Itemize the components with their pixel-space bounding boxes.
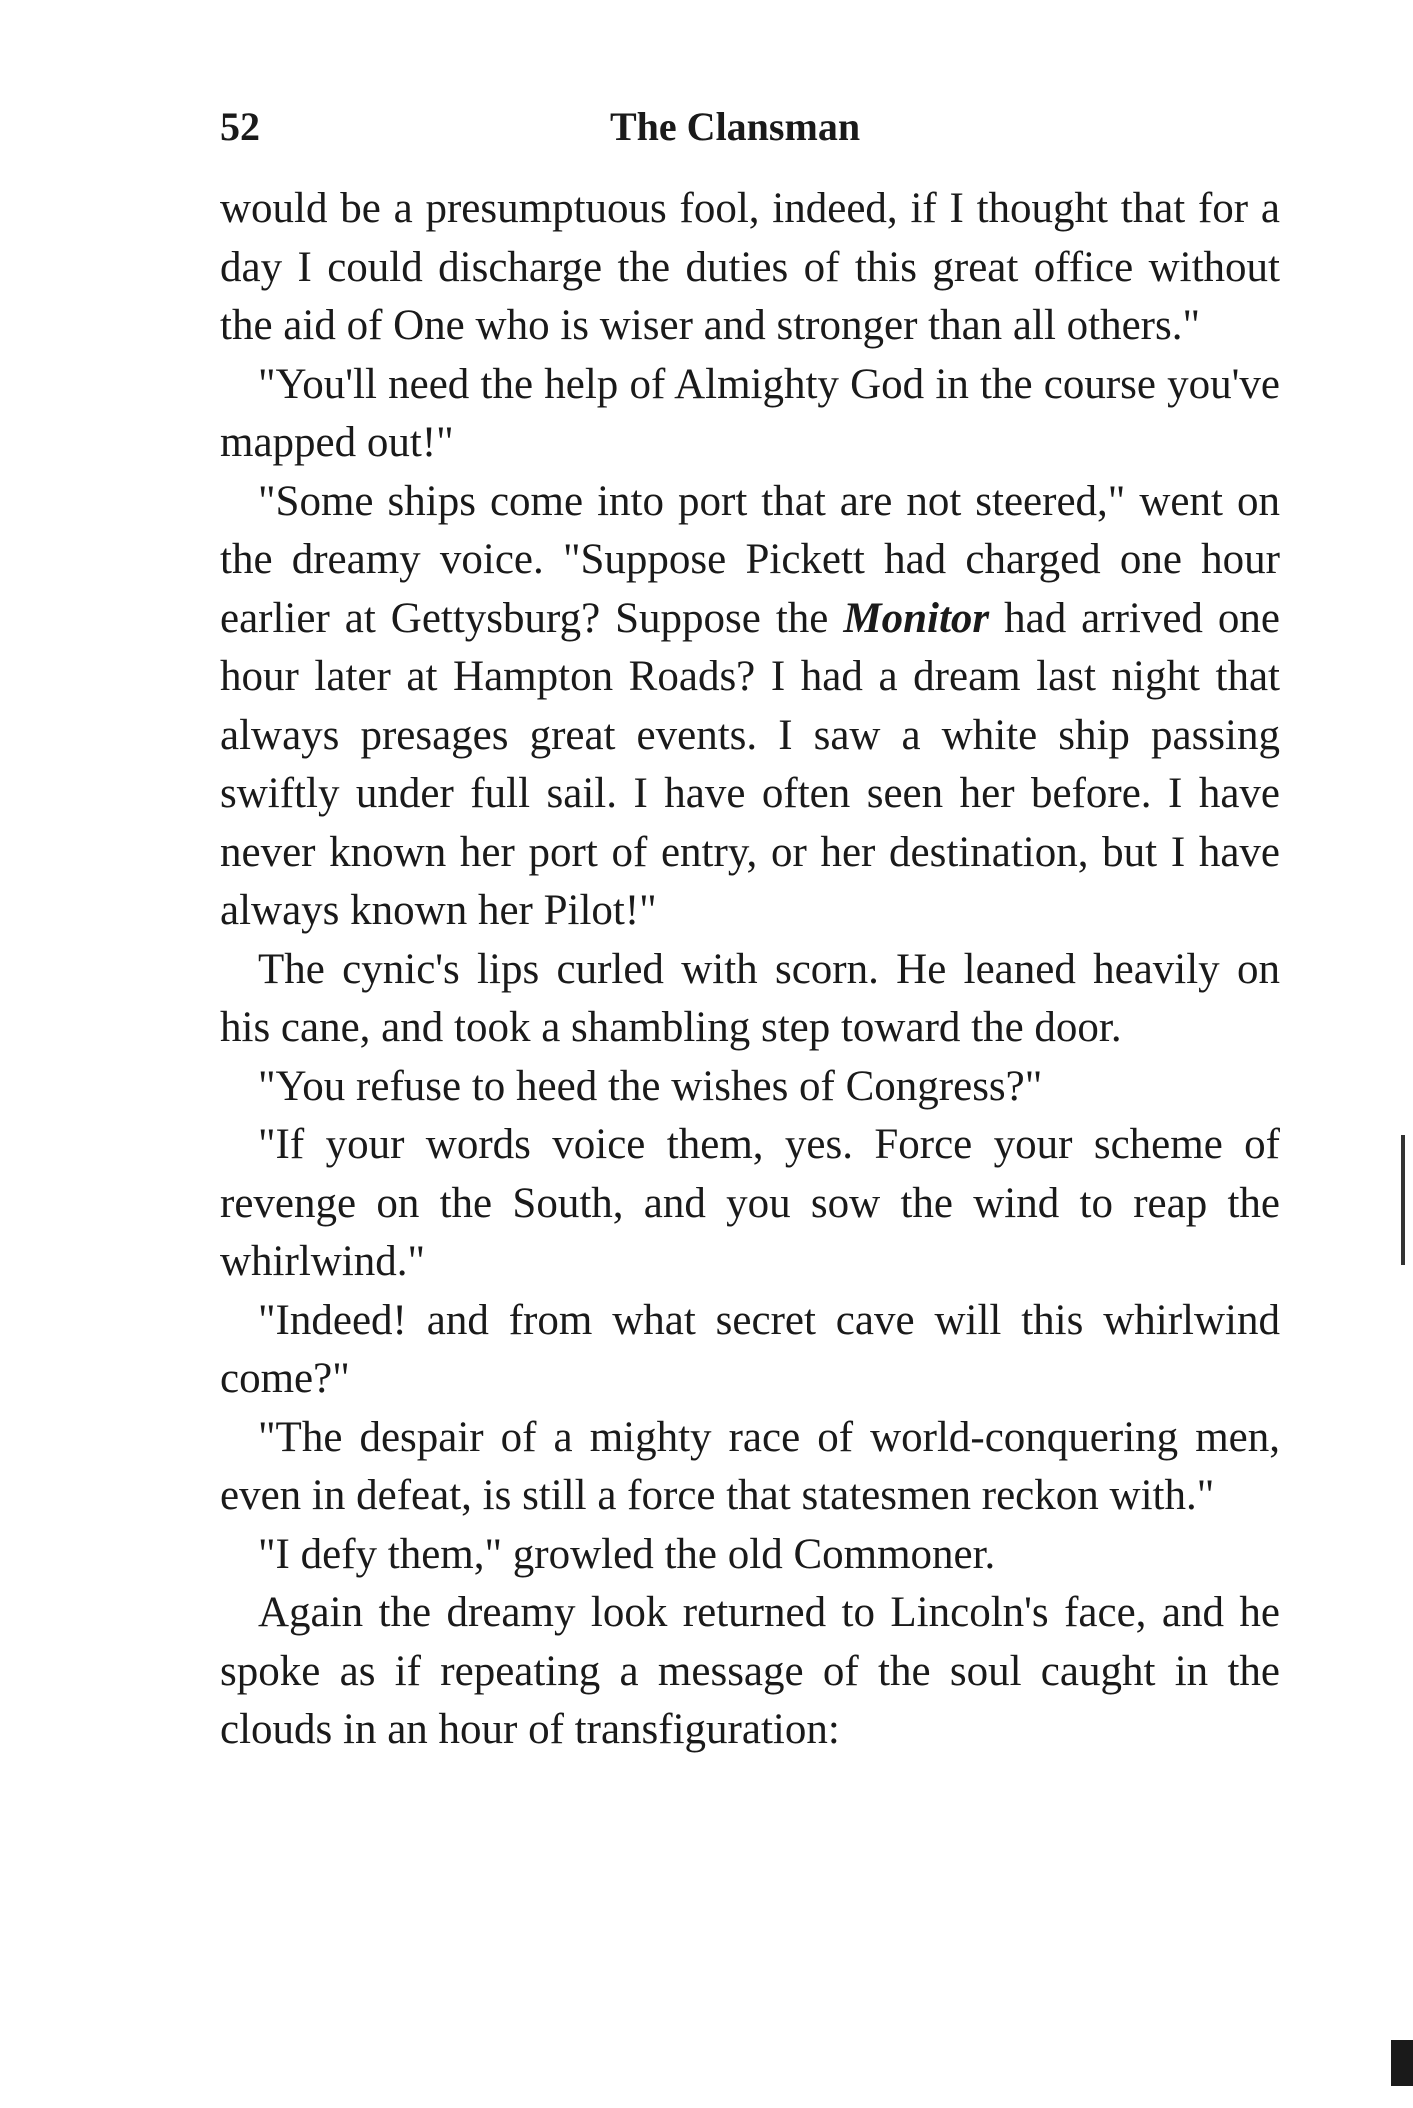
paragraph <box>220 473 1280 941</box>
scan-edge-mark <box>1401 1135 1405 1265</box>
paragraph: "I defy them," growled the old Commoner. <box>258 1530 996 1578</box>
scan-corner-mark <box>1391 2040 1413 2086</box>
paragraph-text-before: "Some ships come into port that are not steered," went on the dreamy voice. "Suppose Pickett had charged one hour earlier at Gettysburg? Suppose the <box>220 477 1280 642</box>
paragraph: would be a presumptuous fool, indeed, if I thought that for a day I could discharge the duties of this great office without the aid of One who is wiser and stronger than all others." <box>220 185 1280 349</box>
page-header <box>220 102 1280 152</box>
body-text <box>220 180 1280 1760</box>
paragraph-text-after: had arrived one hour later at Hampton Roads? I had a dream last night that always presages great events. I saw a white ship passing swiftly under full sail. I have often seen her before. I have never known her port of entry, or her destination, but I have always known her Pilot!" <box>220 594 1280 934</box>
paragraph: "You refuse to heed the wishes of Congress?" <box>258 1062 1043 1110</box>
running-title: The Clansman <box>610 104 861 149</box>
page-number: 52 <box>220 104 260 149</box>
paragraph: "If your words voice them, yes. Force your scheme of revenge on the South, and you sow the wind to reap the whirlwind." <box>220 1121 1280 1285</box>
paragraph: "Indeed! and from what secret cave will this whirlwind come?" <box>220 1296 1280 1402</box>
ship-name-italic: Monitor <box>843 594 990 642</box>
paragraph: "The despair of a mighty race of world-conquering men, even in defeat, is still a force that statesmen reckon with." <box>220 1413 1280 1519</box>
paragraph: Again the dreamy look returned to Lincoln's face, and he spoke as if repeating a message of the soul caught in the clouds in an hour of transfiguration: <box>220 1589 1280 1753</box>
paragraph: The cynic's lips curled with scorn. He leaned heavily on his cane, and took a shambling step toward the door. <box>220 945 1280 1051</box>
paragraph: "You'll need the help of Almighty God in the course you've mapped out!" <box>220 360 1280 466</box>
